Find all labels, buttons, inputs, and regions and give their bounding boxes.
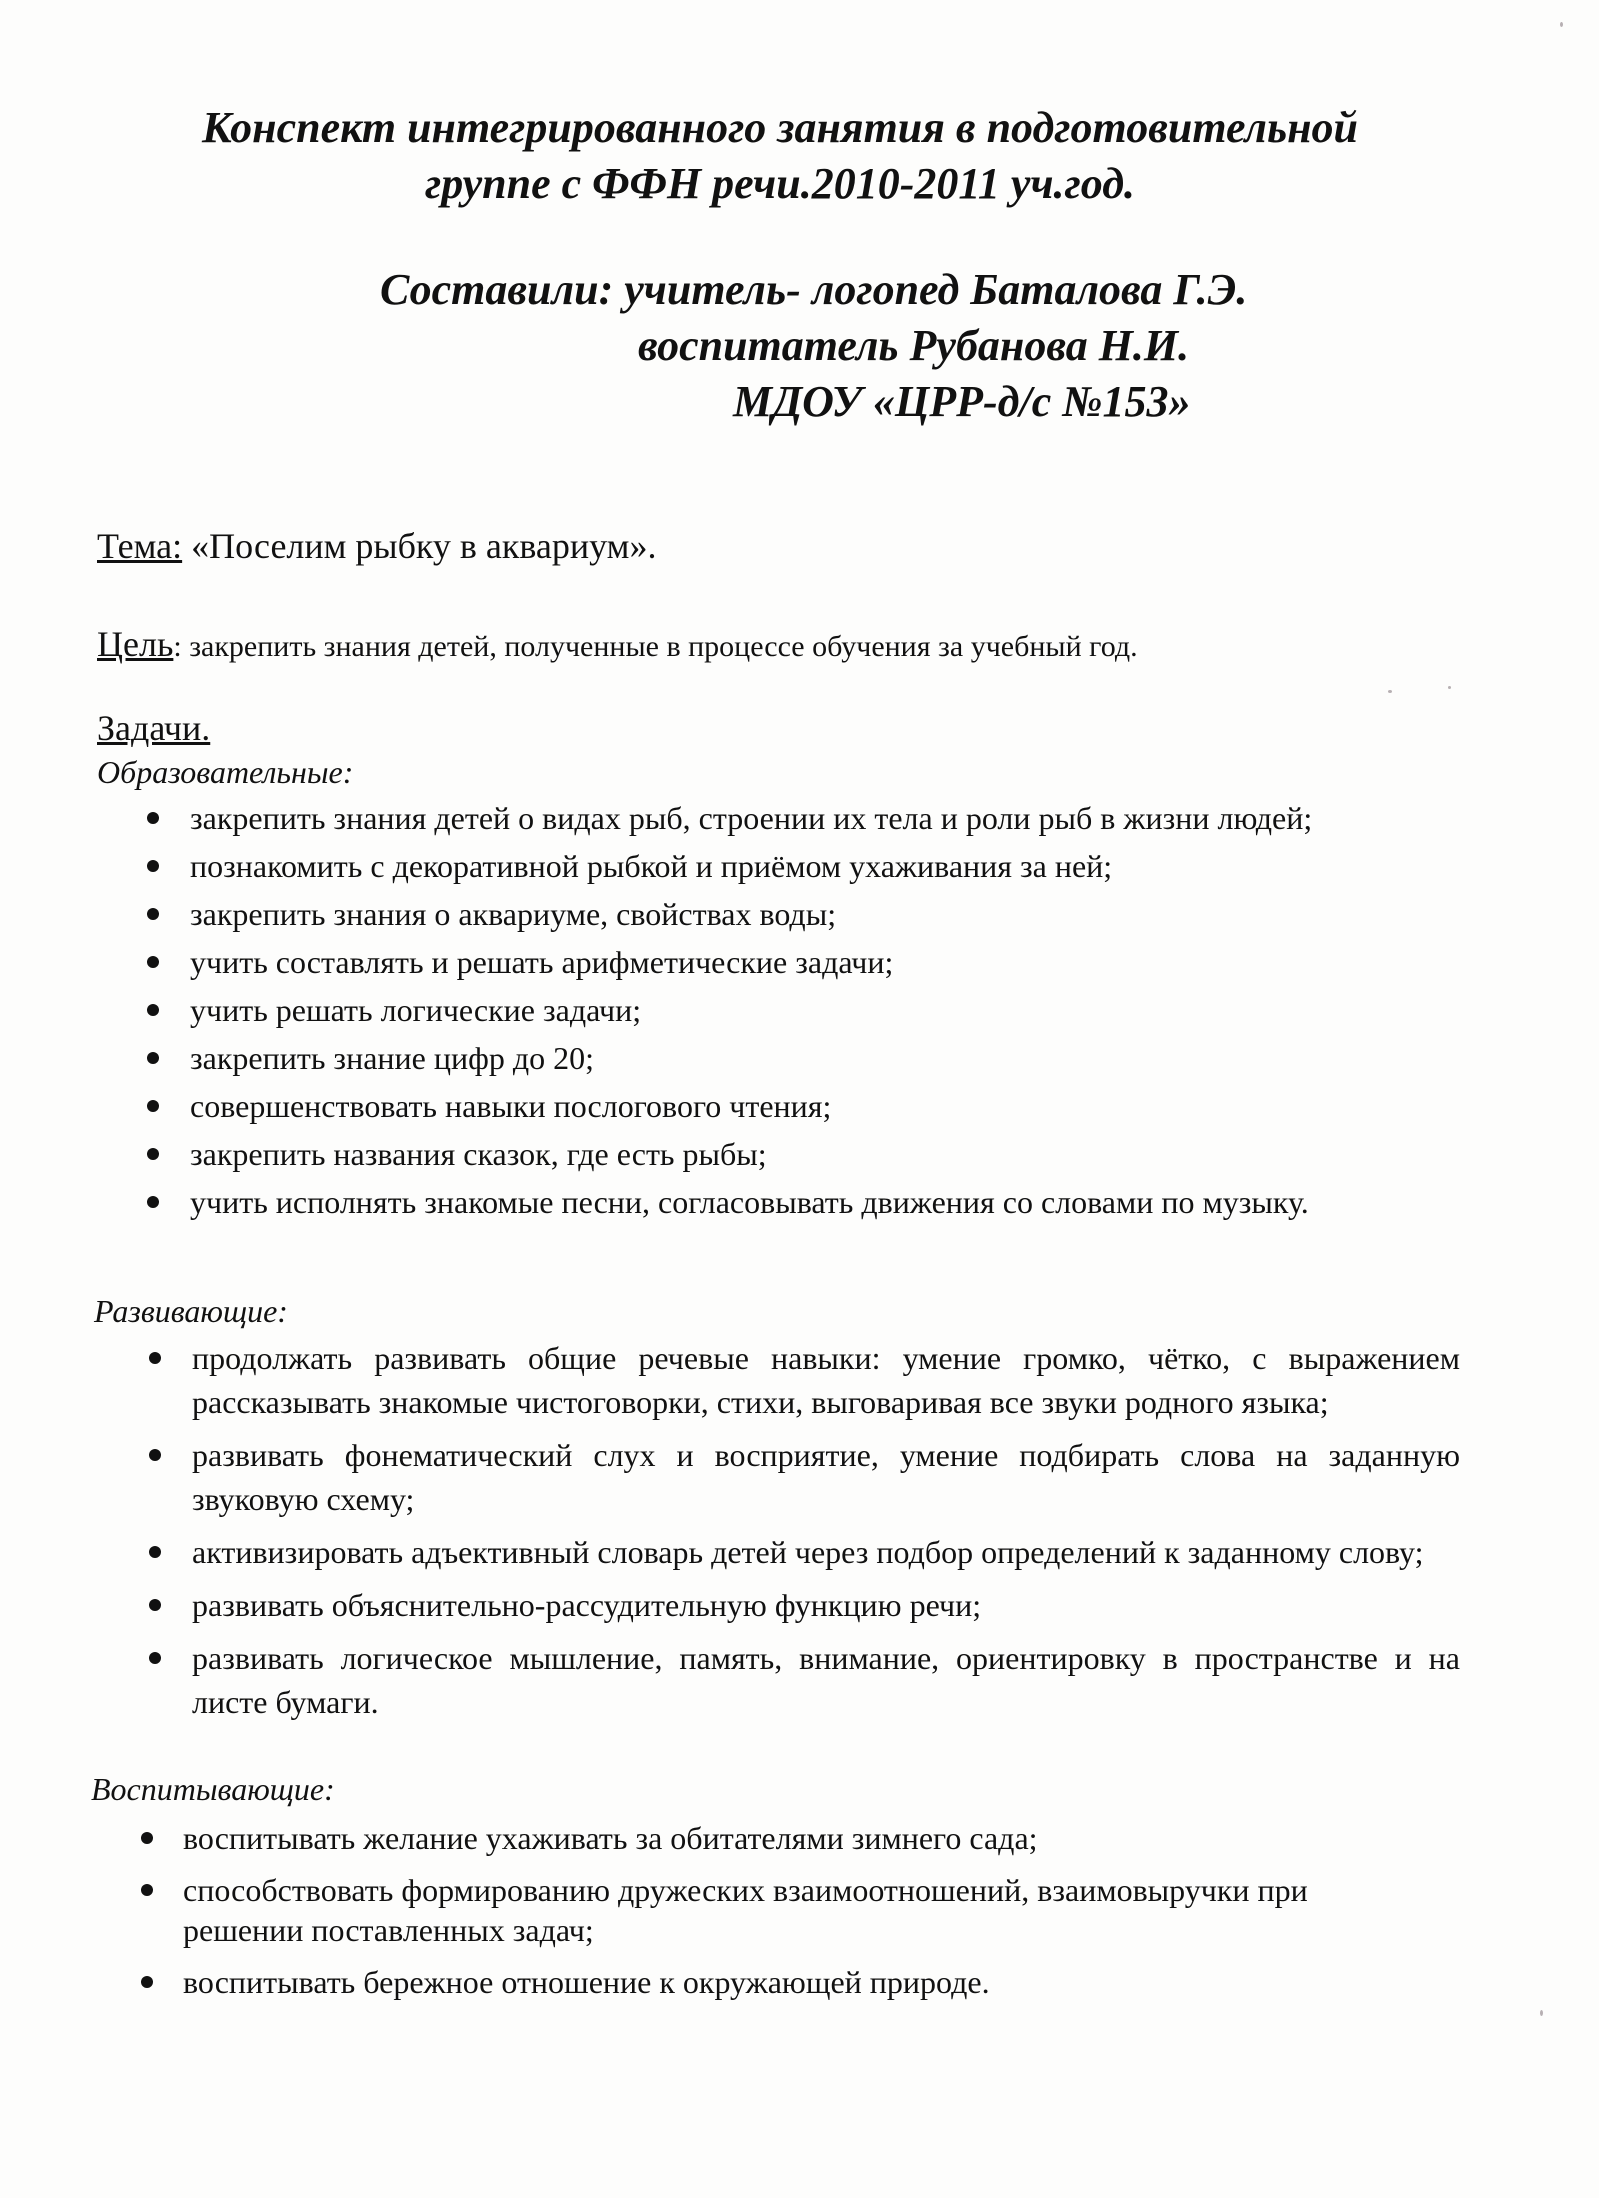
bullet-icon [147, 1100, 159, 1112]
list-item-text: учить составлять и решать арифметические задачи; [190, 944, 894, 980]
bullet-icon [147, 1196, 159, 1208]
list-item-text: способствовать формированию дружеских взаимоотношений, взаимовыручки при решении поставленных задач; [183, 1872, 1308, 1948]
scan-speck [1560, 22, 1563, 27]
list-item-text: закрепить знания детей о видах рыб, строении их тела и роли рыб в жизни людей; [190, 800, 1313, 836]
list-item [192, 1636, 1460, 1724]
scan-speck [1540, 2010, 1543, 2016]
list-item [192, 1583, 1460, 1627]
tasks-heading: Задачи. [97, 708, 211, 748]
list-item-text: закрепить названия сказок, где есть рыбы; [190, 1136, 767, 1172]
list-item [190, 846, 1460, 886]
list-item-text: активизировать адъективный словарь детей через подбор определений к заданному слову; [192, 1534, 1424, 1570]
list-item-text: закрепить знание цифр до 20; [190, 1040, 594, 1076]
list-item-text: познакомить с декоративной рыбкой и приёмом ухаживания за ней; [190, 848, 1113, 884]
list-item-text: закрепить знания о аквариуме, свойствах воды; [190, 896, 837, 932]
list-item [190, 894, 1460, 934]
list-item [190, 942, 1460, 982]
document-title-line-1: Конспект интегрированного занятия в подготовительной [202, 103, 1358, 152]
goal-label: Цель [97, 624, 174, 664]
list-item-text: учить исполнять знакомые песни, согласовывать движения со словами по музыку. [190, 1184, 1309, 1220]
bullet-icon [141, 1884, 153, 1896]
bullet-icon [149, 1449, 161, 1461]
educational-heading: Образовательные: [97, 754, 354, 790]
scan-speck [1448, 686, 1451, 689]
list-item [190, 1134, 1460, 1174]
bullet-icon [147, 908, 159, 920]
bullet-icon [149, 1546, 161, 1558]
list-item [190, 1038, 1460, 1078]
authors-line-1: Составили: учитель- логопед Баталова Г.Э. [380, 265, 1248, 314]
upbringing-list [183, 1818, 1403, 2014]
list-item [183, 1870, 1403, 1950]
topic-value: «Поселим рыбку в аквариум». [182, 526, 657, 566]
upbringing-heading: Воспитывающие: [91, 1771, 335, 1807]
bullet-icon [147, 812, 159, 824]
educational-list [190, 798, 1460, 1230]
list-item [192, 1433, 1460, 1521]
list-item [190, 990, 1460, 1030]
list-item-text: продолжать развивать общие речевые навыки: умение громко, чётко, с выражением рассказывать знакомые чистоговорки, стихи, выговаривая все звуки родного языка; [192, 1340, 1460, 1420]
bullet-icon [141, 1976, 153, 1988]
developing-heading: Развивающие: [94, 1293, 288, 1329]
bullet-icon [149, 1352, 161, 1364]
list-item-text: совершенствовать навыки послогового чтения; [190, 1088, 832, 1124]
goal-line [97, 622, 1138, 669]
list-item-text: учить решать логические задачи; [190, 992, 642, 1028]
scan-speck [1388, 690, 1392, 693]
list-item-text: воспитывать желание ухаживать за обитателями зимнего сада; [183, 1820, 1038, 1856]
list-item [190, 798, 1460, 838]
list-item [192, 1336, 1460, 1424]
document-title-line-2: группе с ФФН речи.2010-2011 уч.год. [424, 159, 1136, 208]
list-item [190, 1086, 1460, 1126]
list-item [190, 1182, 1460, 1222]
developing-list [192, 1336, 1460, 1733]
bullet-icon [147, 1148, 159, 1160]
authors-line-3: МДОУ «ЦРР-д/с №153» [733, 377, 1191, 426]
list-item [192, 1530, 1460, 1574]
goal-value: : закрепить знания детей, полученные в процессе обучения за учебный год. [173, 630, 1138, 663]
bullet-icon [149, 1599, 161, 1611]
bullet-icon [147, 1004, 159, 1016]
list-item [183, 1818, 1403, 1858]
topic-line [97, 524, 656, 568]
list-item-text: развивать объяснительно-рассудительную функцию речи; [192, 1587, 982, 1623]
bullet-icon [147, 1052, 159, 1064]
authors-line-2: воспитатель Рубанова Н.И. [638, 321, 1190, 370]
bullet-icon [147, 860, 159, 872]
list-item [183, 1962, 1403, 2002]
list-item-text: развивать логическое мышление, память, внимание, ориентировку в пространстве и на листе бумаги. [192, 1640, 1460, 1720]
bullet-icon [141, 1832, 153, 1844]
bullet-icon [147, 956, 159, 968]
list-item-text: развивать фонематический слух и восприятие, умение подбирать слова на заданную звуковую схему; [192, 1437, 1460, 1517]
topic-label: Тема: [97, 526, 183, 566]
bullet-icon [149, 1652, 161, 1664]
list-item-text: воспитывать бережное отношение к окружающей природе. [183, 1964, 990, 2000]
